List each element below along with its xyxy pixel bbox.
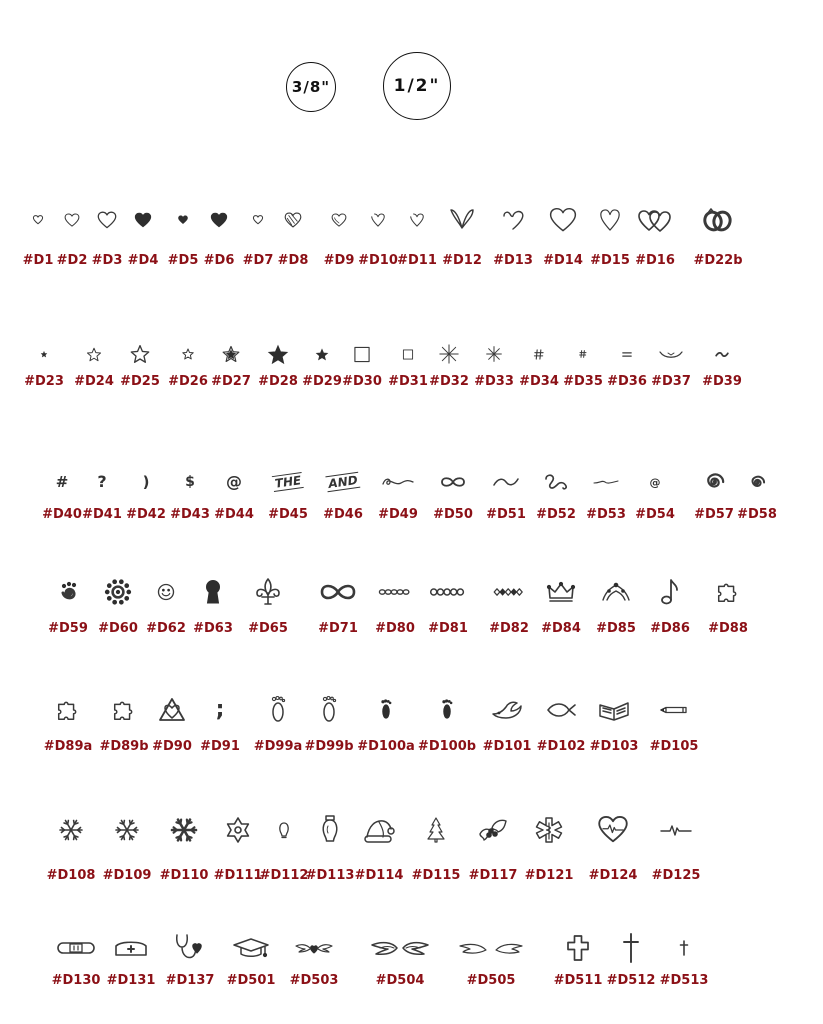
design-code: #D57 [694, 507, 734, 522]
cross-icon [622, 928, 640, 968]
design-code: #D28 [258, 374, 298, 389]
puzzle-piece-icon [715, 572, 741, 612]
design-code: #D49 [378, 507, 418, 522]
design-code: #D100a [357, 739, 415, 754]
design-code: #D80 [375, 621, 415, 636]
diamond-chain-icon [493, 572, 525, 612]
design-code: #D512 [606, 973, 656, 988]
design-code: #D511 [553, 973, 603, 988]
design-code: #D103 [589, 739, 639, 754]
dove-icon [491, 690, 523, 730]
design-code: #D100b [417, 739, 477, 754]
design-code: #D42 [126, 507, 166, 522]
striped-heart-icon [284, 200, 302, 240]
design-code: #D505 [466, 973, 516, 988]
design-code: #D110 [159, 868, 209, 883]
small-light-bulb-icon [278, 810, 290, 850]
icon-glyph: @ [649, 475, 661, 489]
fish-icon [545, 690, 577, 730]
design-code: #D50 [433, 507, 473, 522]
design-code: #D58 [737, 507, 777, 522]
equals-icon [622, 334, 632, 374]
design-code: #D81 [428, 621, 468, 636]
design-code: #D44 [214, 507, 254, 522]
semicolon-icon [216, 690, 225, 730]
design-code: #D53 [586, 507, 626, 522]
design-code: #D23 [24, 374, 64, 389]
spiral-icon [703, 462, 725, 502]
design-row [0, 334, 823, 414]
design-code: #D46 [323, 507, 363, 522]
tiny-star-icon [41, 334, 48, 374]
solid-footprint-icon [380, 690, 392, 730]
design-code: #D91 [200, 739, 240, 754]
design-code: #D3 [91, 253, 123, 268]
design-code: #D65 [248, 621, 288, 636]
design-code: #D45 [268, 507, 308, 522]
large-heart-outline-icon [548, 200, 578, 240]
design-row [0, 572, 823, 652]
design-code: #D6 [203, 253, 235, 268]
design-code: #D60 [98, 621, 138, 636]
snowflake-outline-icon [224, 810, 252, 850]
large-open-heart-icon [448, 200, 476, 240]
solid-footprint-icon [441, 690, 453, 730]
design-code: #D82 [489, 621, 529, 636]
design-code: #D13 [493, 253, 533, 268]
footprint-icon [321, 690, 337, 730]
fleur-de-lis-icon [255, 572, 281, 612]
small-at-icon [650, 462, 661, 502]
and-word-icon [326, 462, 359, 502]
design-code: #D109 [102, 868, 152, 883]
small-solid-star-icon [316, 334, 329, 374]
feather-wings-icon [458, 928, 524, 968]
wave-icon [492, 462, 520, 502]
solid-heart-icon [210, 200, 229, 240]
parenthesis-icon [143, 462, 150, 502]
size-label-1-2: 1/2" [393, 76, 441, 96]
bold-snowflake-icon [170, 810, 198, 850]
design-code: #D503 [289, 973, 339, 988]
icon-glyph: ? [97, 472, 107, 491]
design-code: #D54 [635, 507, 675, 522]
tiny-heart-outline-icon [253, 200, 263, 240]
smiley-face-icon [157, 572, 175, 612]
design-code: #D37 [651, 374, 691, 389]
icon-glyph: # [55, 472, 69, 491]
design-code: #D99a [253, 739, 303, 754]
small-star-outline-icon [182, 334, 194, 374]
design-code: #D84 [541, 621, 581, 636]
design-code: #D113 [305, 868, 355, 883]
infinity-loop-icon [440, 462, 466, 502]
asterisk-burst-icon [486, 334, 502, 374]
design-code: #D112 [259, 868, 309, 883]
design-code: #D5 [167, 253, 199, 268]
design-code: #D90 [152, 739, 192, 754]
design-code: #D8 [277, 253, 309, 268]
design-code: #D43 [170, 507, 210, 522]
nurse-cap-icon [113, 928, 149, 968]
small-flourish-icon [592, 462, 620, 502]
heartbeat-heart-icon [596, 810, 630, 850]
icon-glyph: ; [215, 697, 225, 722]
pearl-chain-icon [429, 572, 467, 612]
design-code: #D7 [242, 253, 274, 268]
design-code: #D16 [635, 253, 675, 268]
design-code: #D35 [563, 374, 603, 389]
icon-glyph: ) [142, 472, 150, 491]
design-code: #D26 [168, 374, 208, 389]
double-star-icon [222, 334, 240, 374]
design-code: #D131 [106, 973, 156, 988]
design-code: #D114 [354, 868, 404, 883]
design-code: #D4 [127, 253, 159, 268]
tiara-icon [601, 572, 631, 612]
holly-icon [476, 810, 510, 850]
design-code: #D51 [486, 507, 526, 522]
starburst-icon [439, 334, 459, 374]
small-square-icon [403, 334, 414, 374]
design-code: #D52 [536, 507, 576, 522]
design-code: #D63 [193, 621, 233, 636]
design-code: #D14 [543, 253, 583, 268]
cross-outline-icon [566, 928, 590, 968]
small-heart-outline-icon [64, 200, 80, 240]
design-code: #D41 [82, 507, 122, 522]
design-code: #D108 [46, 868, 96, 883]
design-code: #D86 [650, 621, 690, 636]
wedding-rings-icon [701, 200, 735, 240]
icon-word: THE [272, 472, 304, 492]
bandage-icon [56, 928, 96, 968]
design-row [0, 810, 823, 890]
size-circle-1-2 [383, 52, 451, 120]
open-heart-icon [409, 200, 426, 240]
design-code: #D24 [74, 374, 114, 389]
design-code: #D99b [304, 739, 354, 754]
design-code: #D40 [42, 507, 82, 522]
angel-wings-icon [370, 928, 430, 968]
triangle-heart-icon [158, 690, 186, 730]
tall-heart-outline-icon [599, 200, 621, 240]
design-code: #D33 [474, 374, 514, 389]
design-code: #D125 [651, 868, 701, 883]
crown-icon [547, 572, 575, 612]
design-code: #D124 [588, 868, 638, 883]
design-row [0, 462, 823, 542]
design-row [0, 200, 823, 280]
light-bulb-icon [320, 810, 340, 850]
infinity-icon [319, 572, 357, 612]
stethoscope-icon [173, 928, 207, 968]
design-code: #D1 [22, 253, 54, 268]
design-code: #D513 [659, 973, 709, 988]
flourish-icon [381, 462, 415, 502]
size-label-3-8: 3/8" [291, 78, 331, 96]
design-code: #D111 [213, 868, 263, 883]
design-code: #D102 [536, 739, 586, 754]
design-code: #D501 [226, 973, 276, 988]
star-outline-icon [87, 334, 102, 374]
puzzle-piece-icon [55, 690, 81, 730]
design-code: #D22b [693, 253, 743, 268]
large-star-outline-icon [130, 334, 151, 374]
design-code: #D34 [519, 374, 559, 389]
tilde-icon [715, 334, 729, 374]
snowflake-icon [114, 810, 140, 850]
puzzle-piece-icon [111, 690, 137, 730]
design-code: #D36 [607, 374, 647, 389]
hash-mark-icon [534, 334, 545, 374]
design-code: #D89a [43, 739, 93, 754]
design-code: #D15 [590, 253, 630, 268]
design-code: #D88 [708, 621, 748, 636]
star-of-life-icon [535, 810, 563, 850]
swirl-heart-icon [500, 200, 526, 240]
design-code: #D31 [388, 374, 428, 389]
open-heart-icon [370, 200, 387, 240]
icon-glyph: @ [226, 472, 242, 491]
scroll-curl-icon [542, 462, 570, 502]
footprint-icon [270, 690, 286, 730]
design-code: #D29 [302, 374, 342, 389]
bead-chain-icon [378, 572, 412, 612]
at-sign-icon [226, 462, 242, 502]
design-row [0, 928, 823, 1008]
tiny-solid-heart-icon [178, 200, 189, 240]
design-code: #D39 [702, 374, 742, 389]
design-code: #D11 [397, 253, 437, 268]
design-code: #D62 [146, 621, 186, 636]
hash-icon [56, 462, 69, 502]
pencil-icon [659, 690, 689, 730]
tiny-heart-outline-icon [33, 200, 43, 240]
small-cross-icon [679, 928, 689, 968]
double-line-heart-icon [330, 200, 348, 240]
dotted-spiral-icon [55, 572, 81, 612]
design-code: #D130 [51, 973, 101, 988]
design-code: #D59 [48, 621, 88, 636]
small-hash-icon [579, 334, 587, 374]
solid-star-icon [267, 334, 289, 374]
music-note-icon [661, 572, 679, 612]
small-spiral-icon [749, 462, 766, 502]
square-outline-icon [354, 334, 371, 374]
design-code: #D25 [120, 374, 160, 389]
design-code: #D137 [165, 973, 215, 988]
question-mark-icon [97, 462, 106, 502]
design-row [0, 690, 823, 770]
open-book-icon [598, 690, 630, 730]
design-code: #D101 [482, 739, 532, 754]
solid-heart-icon [134, 200, 153, 240]
icon-word: AND [325, 472, 360, 492]
snowflake-icon [58, 810, 84, 850]
design-code: #D504 [375, 973, 425, 988]
winged-heart-icon [295, 928, 333, 968]
design-code: #D85 [596, 621, 636, 636]
design-code: #D2 [56, 253, 88, 268]
the-word-icon [273, 462, 303, 502]
design-code: #D89b [99, 739, 149, 754]
heart-outline-icon [97, 200, 117, 240]
design-code: #D32 [429, 374, 469, 389]
keyhole-icon [205, 572, 221, 612]
design-code: #D30 [342, 374, 382, 389]
smile-curve-icon [659, 334, 683, 374]
design-code: #D27 [211, 374, 251, 389]
size-circle-3-8 [286, 62, 336, 112]
design-code: #D12 [442, 253, 482, 268]
design-code: #D105 [649, 739, 699, 754]
christmas-tree-icon [427, 810, 445, 850]
design-code: #D9 [323, 253, 355, 268]
icon-glyph: $ [185, 474, 195, 490]
double-hearts-icon [638, 200, 672, 240]
sun-spiral-icon [104, 572, 132, 612]
heartbeat-line-icon [660, 810, 692, 850]
design-code: #D117 [468, 868, 518, 883]
design-code: #D10 [358, 253, 398, 268]
design-code: #D71 [318, 621, 358, 636]
graduation-cap-icon [232, 928, 270, 968]
design-code: #D121 [524, 868, 574, 883]
design-code: #D115 [411, 868, 461, 883]
dollar-icon [185, 462, 195, 502]
santa-hat-icon [363, 810, 395, 850]
